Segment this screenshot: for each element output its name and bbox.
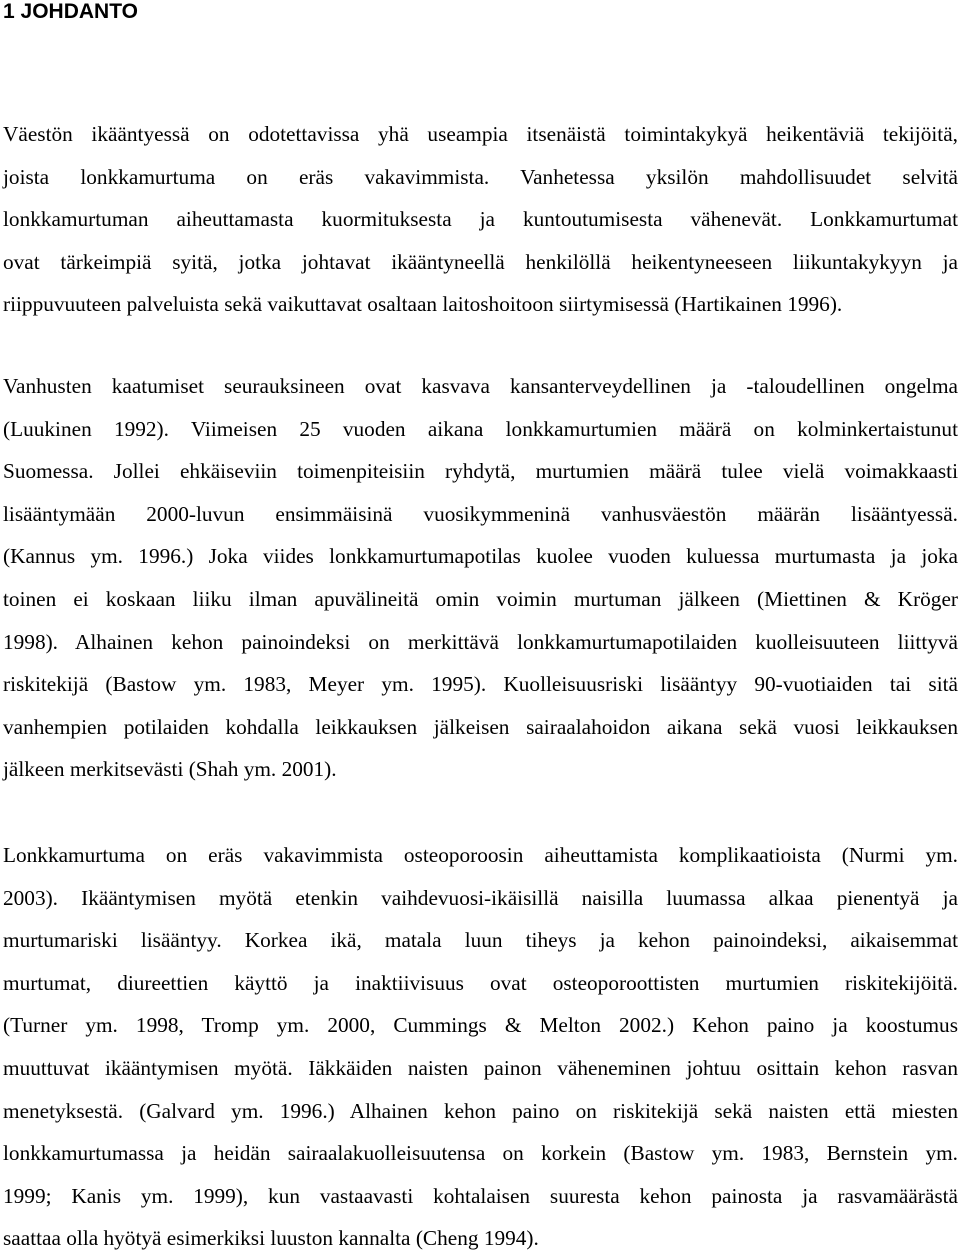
text-line: 1998). Alhainen kehon painoindeksi on merkittävä lonkkamurtumapotilaiden kuolleisuuteen liittyvä — [3, 629, 958, 654]
text-line: murtumariski lisääntyy. Korkea ikä, matala luun tiheys ja kehon painoindeksi, aikaisemmat — [3, 928, 958, 953]
text-line: lonkkamurtumassa ja heidän sairaalakuolleisuutensa on korkein (Bastow ym. 1983, Bernstein ym. — [3, 1141, 958, 1166]
text-line: 1999; Kanis ym. 1999), kun vastaavasti kohtalaisen suuresta kehon painosta ja rasvamäärästä — [3, 1183, 958, 1208]
text-line: jälkeen merkitsevästi (Shah ym. 2001). — [3, 757, 337, 782]
text-line: (Luukinen 1992). Viimeisen 25 vuoden aikana lonkkamurtumien määrä on kolminkertaistunut — [3, 416, 958, 441]
text-line: Suomessa. Jollei ehkäiseviin toimenpiteisiin ryhdytä, murtumien määrä tulee vielä voimakkaasti — [3, 459, 958, 484]
text-line: lisääntymään 2000-luvun ensimmäisinä vuosikymmeninä vanhusväestön määrän lisääntyessä. — [3, 501, 958, 526]
text-line: (Turner ym. 1998, Tromp ym. 2000, Cummings & Melton 2002.) Kehon paino ja koostumus — [3, 1013, 958, 1038]
text-line: saattaa olla hyötyä esimerkiksi luuston kannalta (Cheng 1994). — [3, 1226, 539, 1251]
text-line: Väestön ikääntyessä on odotettavissa yhä useampia itsenäistä toimintakykyä heikentäviä tekijöitä, — [3, 122, 958, 146]
text-line: riippuvuuteen palveluista sekä vaikuttavat osaltaan laitoshoitoon siirtymisessä (Hartikainen 1996). — [3, 292, 843, 317]
text-line: joista lonkkamurtuma on eräs vakavimmista. Vanhetessa yksilön mahdollisuudet selvitä — [3, 164, 958, 189]
text-line: 2003). Ikääntymisen myötä etenkin vaihdevuosi-ikäisillä naisilla luumassa alkaa pienentyä ja — [3, 885, 958, 910]
text-line: lonkkamurtuman aiheuttamasta kuormituksesta ja kuntoutumisesta vähenevät. Lonkkamurtumat — [3, 207, 958, 232]
text-line: toinen ei koskaan liiku ilman apuvälineitä omin voimin murtuman jälkeen (Miettinen & Kröger — [3, 586, 958, 611]
text-line: muuttuvat ikääntymisen myötä. Iäkkäiden naisten painon väheneminen johtuu osittain kehon rasvan — [3, 1055, 958, 1080]
text-line: menetyksestä. (Galvard ym. 1996.) Alhainen kehon paino on riskitekijä sekä naisten että miesten — [3, 1098, 958, 1123]
paragraph-3 — [3, 834, 958, 1260]
text-line: (Kannus ym. 1996.) Joka viides lonkkamurtumapotilas kuolee vuoden kuluessa murtumasta ja joka — [3, 544, 958, 569]
text-line: vanhempien potilaiden kohdalla leikkauksen jälkeisen sairaalahoidon aikana sekä vuosi leikkauksen — [3, 714, 958, 739]
text-line: ovat tärkeimpiä syitä, jotka johtavat ikääntyneellä henkilöllä heikentyneeseen liikuntakykyyn ja — [3, 249, 958, 274]
text-line: Lonkkamurtuma on eräs vakavimmista osteoporoosin aiheuttamista komplikaatioista (Nurmi ym. — [3, 843, 958, 867]
text-line: riskitekijä (Bastow ym. 1983, Meyer ym. 1995). Kuolleisuusriski lisääntyy 90-vuotiaiden tai sitä — [3, 672, 958, 697]
text-line: Vanhusten kaatumiset seurauksineen ovat kasvava kansanterveydellinen ja -taloudellinen ongelma — [3, 374, 958, 398]
chapter-heading: 1 JOHDANTO — [3, 0, 138, 23]
text-line: murtumat, diureettien käyttö ja inaktiivisuus ovat osteoporoottisten murtumien riskitekijöitä. — [3, 970, 958, 995]
paragraph-1 — [3, 113, 958, 326]
paragraph-2 — [3, 365, 958, 791]
